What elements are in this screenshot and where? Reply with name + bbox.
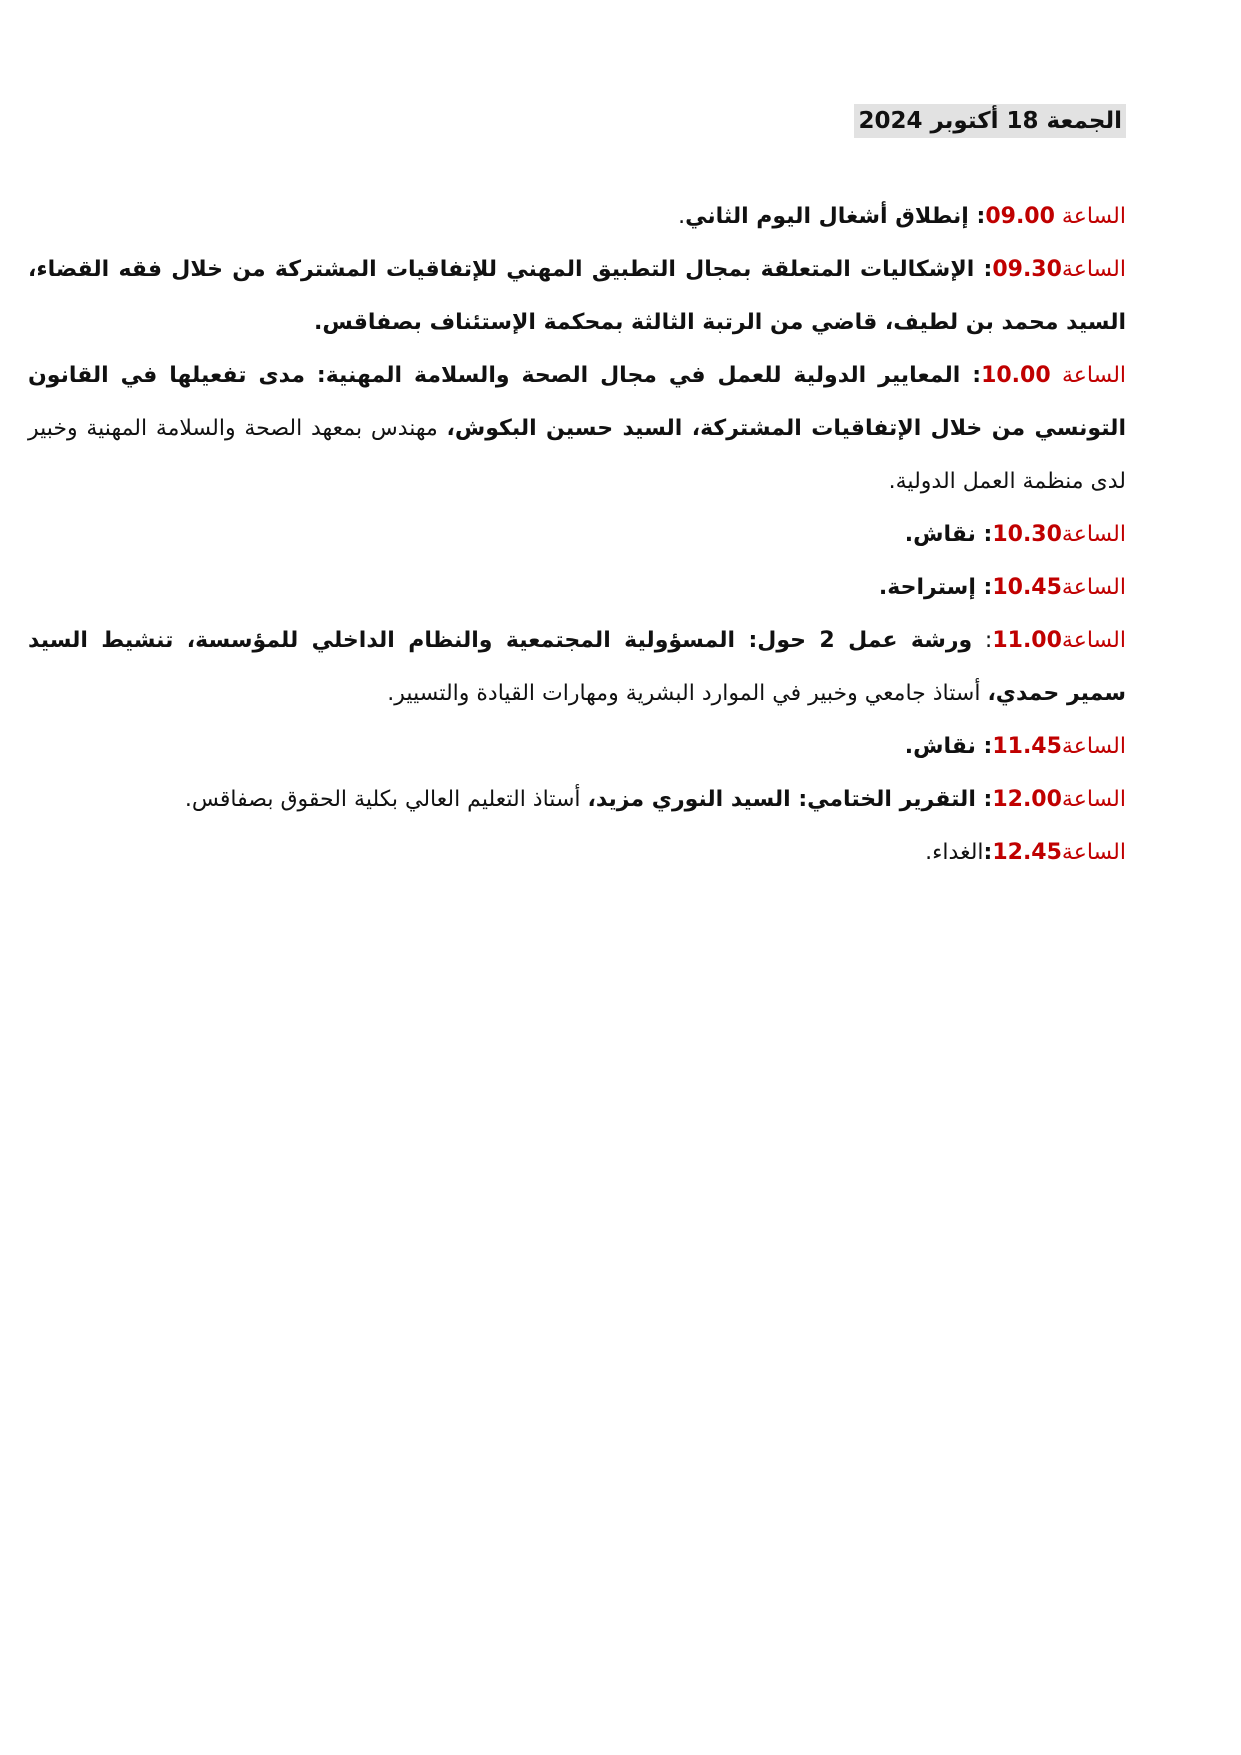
entry-title: نقاش. [904,522,976,547]
time-separator: : [975,734,993,759]
time-label: الساعة [1061,204,1126,229]
schedule-entry [28,561,1126,614]
entry-details: . [678,204,686,229]
time-separator: : [960,363,982,388]
time-label: الساعة [1061,257,1126,282]
time-label: الساعة [1061,575,1126,600]
time-separator: : [972,628,993,653]
time-separator: : [974,257,993,282]
time-label: الساعة [1061,840,1126,865]
time-value: 12.00 [992,787,1062,812]
time-value: 09.30 [992,257,1062,282]
entry-details: أستاذ جامعي وخبير في الموارد البشرية ومهارات القيادة والتسيير. [387,681,988,706]
entry-details: الغداء. [925,840,984,865]
schedule-entry [28,243,1126,349]
entry-title: إنطلاق أشغال اليوم الثاني [685,204,969,229]
entry-title: إستراحة. [878,575,976,600]
time-value: 11.00 [992,628,1062,653]
entry-details: مهندس بمعهد الصحة والسلامة المهنية وخبير لدى منظمة العمل الدولية. [28,416,1126,494]
time-value: 09.00 [985,204,1055,229]
date-heading: الجمعة 18 أكتوبر 2024 [854,104,1126,138]
time-label: الساعة [1061,363,1127,388]
program-page [28,104,1126,879]
time-value: 10.00 [981,363,1051,388]
time-label: الساعة [1061,628,1126,653]
schedule-entry [28,826,1126,879]
time-separator: : [975,522,993,547]
time-label: الساعة [1061,522,1126,547]
entry-title: الإشكاليات المتعلقة بمجال التطبيق المهني للإتفاقيات المشتركة من خلال فقه القضاء، السيد محمد بن لطيف، قاضي من الرتبة الثالثة بمحكمة الإستئناف بصفاقس. [28,257,1126,335]
schedule-entry [28,349,1126,508]
time-value: 10.45 [992,575,1062,600]
entry-title: نقاش. [904,734,976,759]
time-separator: : [975,787,993,812]
time-separator: : [975,575,993,600]
entry-details: أستاذ التعليم العالي بكلية الحقوق بصفاقس. [184,787,588,812]
time-value: 12.45 [992,840,1062,865]
schedule-entry [28,614,1126,720]
entry-title: التقرير الختامي: السيد النوري مزيد، [587,787,976,812]
schedule-entry [28,508,1126,561]
entry-title: ورشة عمل 2 حول: المسؤولية المجتمعية والنظام الداخلي للمؤسسة، تنشيط السيد سمير حمدي، [28,628,1126,706]
schedule-entry [28,190,1126,243]
time-value: 10.30 [992,522,1062,547]
schedule-entry [28,720,1126,773]
time-label: الساعة [1061,787,1126,812]
time-value: 11.45 [992,734,1062,759]
time-separator: : [968,204,986,229]
schedule-entry [28,773,1126,826]
time-separator: : [983,840,993,865]
time-label: الساعة [1061,734,1126,759]
entry-title: المعايير الدولية للعمل في مجال الصحة والسلامة المهنية: مدى تفعيلها في القانون التونسي من خلال الإتفاقيات المشتركة، السيد حسين البكوش، [28,363,1126,441]
